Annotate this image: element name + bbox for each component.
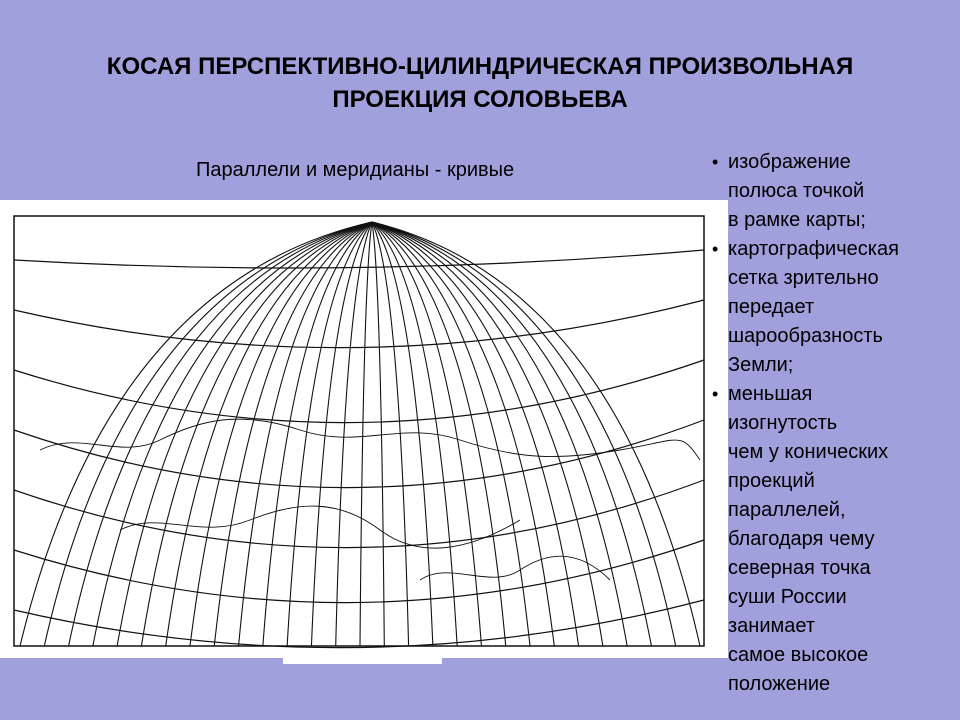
meridian-line: [360, 222, 372, 646]
meridian-line: [69, 222, 372, 646]
bullet-line: положение: [728, 673, 831, 695]
bullet-line: полюса точкой: [728, 180, 865, 202]
meridian-line: [372, 222, 700, 646]
bullet-line: северная точка: [728, 557, 871, 579]
coastline: [120, 506, 520, 548]
bullet-line: передает: [728, 296, 815, 318]
bullet-line: шарообразность: [728, 325, 883, 347]
bullet-line: в рамке карты;: [728, 209, 866, 231]
meridian-line: [372, 222, 651, 646]
map-figure: [0, 200, 728, 658]
meridian-line: [372, 222, 676, 646]
meridian-line: [336, 222, 372, 646]
map-figure-tab: [283, 656, 442, 664]
bullet-item-3: [706, 380, 956, 699]
map-subtitle: Параллели и меридианы - кривые: [196, 159, 515, 181]
bullet-dot: •: [712, 384, 719, 404]
bullet-line: чем у конических: [728, 441, 889, 463]
title-line-2: ПРОЕКЦИЯ СОЛОВЬЕВА: [332, 86, 628, 113]
bullet-line: проекций: [728, 470, 815, 492]
bullet-line: занимает: [728, 615, 816, 637]
bullet-line: картографическая: [728, 238, 899, 260]
coastline: [420, 556, 610, 580]
bullet-line: сетка зрительно: [728, 267, 879, 289]
bullet-line: изображение: [728, 151, 851, 173]
parallel-line: [14, 360, 704, 423]
title-line-1: КОСАЯ ПЕРСПЕКТИВНО-ЦИЛИНДРИЧЕСКАЯ ПРОИЗВОЛЬНАЯ: [106, 53, 854, 80]
bullet-list: [706, 148, 956, 699]
bullet-item-1: [706, 148, 956, 235]
meridian-line: [372, 222, 457, 646]
bullet-line: благодаря чему: [728, 528, 875, 550]
map-frame: [14, 216, 704, 646]
meridian-line: [20, 222, 372, 646]
meridian-line: [117, 222, 372, 646]
parallel-line: [14, 250, 704, 268]
meridian-line: [372, 222, 554, 646]
parallel-line: [14, 420, 704, 488]
meridian-line: [287, 222, 372, 646]
meridian-line: [93, 222, 372, 646]
meridian-line: [190, 222, 372, 646]
bullet-line: параллелей,: [728, 499, 846, 521]
parallel-line: [14, 600, 704, 648]
bullet-line: суши России: [728, 586, 847, 608]
meridian-line: [372, 222, 384, 646]
bullet-line: самое высокое: [728, 644, 869, 666]
bullet-item-2: [706, 235, 956, 380]
slide-title: [0, 50, 960, 116]
bullet-dot: •: [712, 152, 719, 172]
bullet-line: меньшая: [728, 383, 813, 405]
meridian-line: [214, 222, 372, 646]
bullet-line: Земли;: [728, 354, 794, 376]
bullet-dot: •: [712, 239, 719, 259]
parallel-line: [14, 480, 704, 548]
meridian-line: [44, 222, 372, 646]
bullet-line: изогнутость: [728, 412, 838, 434]
graticule-map: [0, 200, 728, 658]
parallel-line: [14, 300, 704, 348]
